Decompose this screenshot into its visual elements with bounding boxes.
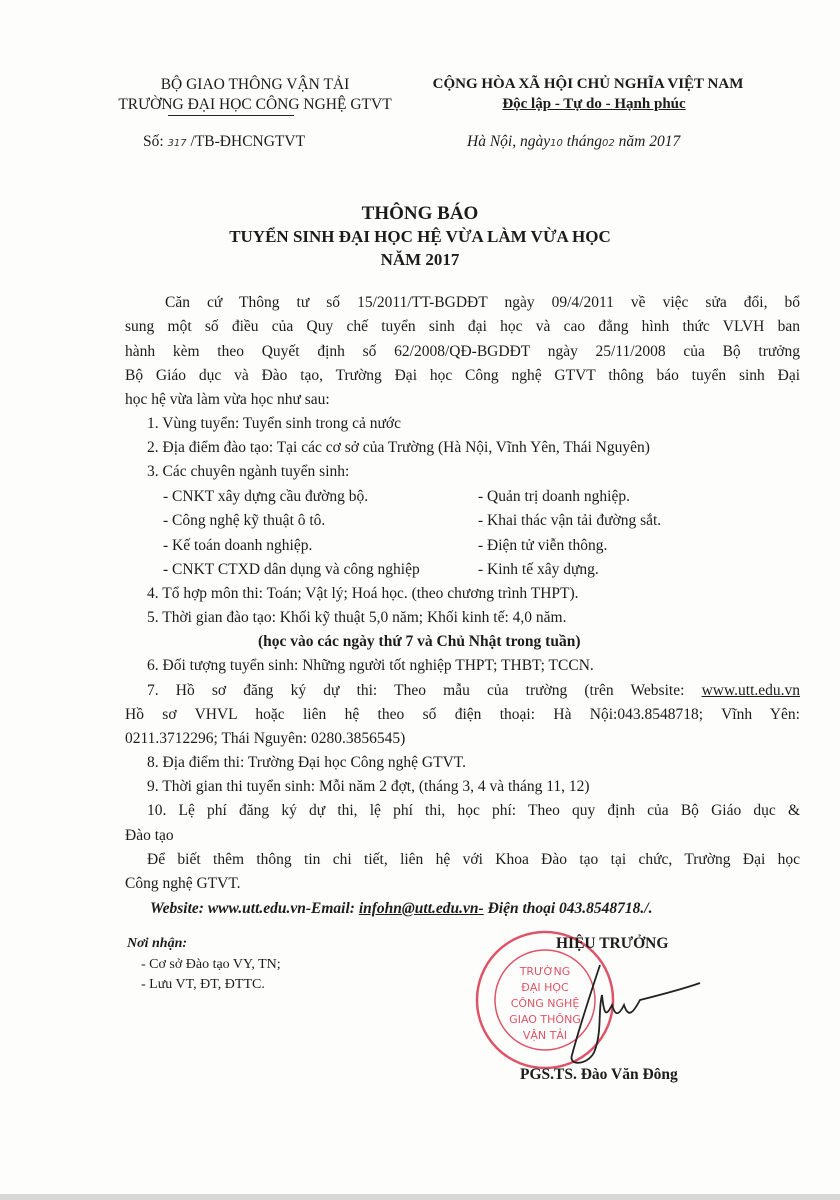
intro-line: sung một số điều của Quy chế tuyển sinh đại học và cao đẳng hình thức VLVH ban [125, 318, 800, 335]
item-3: 3. Các chuyên ngành tuyển sinh: [147, 463, 350, 480]
major-right: - Khai thác vận tải đường sắt. [478, 512, 662, 529]
date-month: 02 [602, 138, 615, 149]
recipients-label: Nơi nhận: [127, 936, 188, 951]
item-6: 6. Đối tượng tuyển sinh: Những người tốt nghiệp THPT; THBT; TCCN. [147, 657, 594, 674]
intro-line: học hệ vừa làm vừa học như sau: [125, 391, 330, 408]
item-10-line-1: 10. Lệ phí đăng ký dự thi, lệ phí thi, học phí: Theo quy định của Bộ Giáo dục & [147, 802, 800, 819]
item-2: 2. Địa điểm đào tạo: Tại các cơ sở của Trường (Hà Nội, Vĩnh Yên, Thái Nguyên) [147, 439, 650, 456]
document-date [467, 133, 680, 151]
closing-line-1: Để biết thêm thông tin chi tiết, liên hệ với Khoa Đào tạo tại chức, Trường Đại học [147, 851, 800, 868]
major-left: - Kế toán doanh nghiệp. [163, 537, 313, 554]
title-line-2: TUYỂN SINH ĐẠI HỌC HỆ VỪA LÀM VỪA HỌC [229, 227, 611, 246]
ministry-name: BỘ GIAO THÔNG VẬN TẢI [160, 76, 350, 93]
date-day: 10 [550, 138, 563, 149]
major-left: - CNKT CTXD dân dụng và công nghiệp [163, 561, 420, 578]
stamp-line: CÔNG NGHỆ [510, 997, 580, 1010]
stamp-line: VẬN TẢI [522, 1029, 568, 1042]
major-left: - CNKT xây dựng cầu đường bộ. [163, 488, 369, 505]
recipient-item: - Lưu VT, ĐT, ĐTTC. [141, 977, 265, 992]
date-month-label: tháng [566, 133, 603, 150]
item-7-line-3: 0211.3712296; Thái Nguyên: 0280.3856545) [125, 730, 406, 747]
number-suffix: /TB-ĐHCNGTVT [190, 133, 306, 150]
website-link[interactable]: www.utt.edu.vn [701, 682, 801, 699]
contact-email[interactable]: infohn@utt.edu.vn- [358, 900, 484, 917]
intro-line: Bộ Giáo dục và Đào tạo, Trường Đại học Công nghệ GTVT thông báo tuyển sinh Đại [125, 367, 800, 384]
contact-website: Website: www.utt.edu.vn-Email: [150, 900, 355, 917]
major-right: - Quản trị doanh nghiệp. [478, 488, 630, 505]
date-prefix: Hà Nội, ngày [467, 133, 551, 150]
stamp-line: ĐẠI HỌC [521, 981, 569, 994]
recipient-item: - Cơ sở Đào tạo VY, TN; [141, 957, 281, 972]
item-5: 5. Thời gian đào tạo: Khối kỹ thuật 5,0 năm; Khối kinh tế: 4,0 năm. [147, 609, 567, 626]
intro-line: hành kèm theo Quyết định số 62/2008/QĐ-BGDĐT ngày 25/11/2008 của Bộ trưởng [125, 343, 800, 360]
number-handwritten: 317 [167, 138, 187, 149]
school-name: TRƯỜNG ĐẠI HỌC CÔNG NGHỆ GTVT [118, 96, 392, 113]
stamp-line: TRƯỜNG [519, 965, 571, 978]
contact-line [150, 899, 653, 919]
intro-line: Căn cứ Thông tư số 15/2011/TT-BGDĐT ngày 09/4/2011 về việc sửa đổi, bổ [165, 294, 800, 311]
major-right: - Kinh tế xây dựng. [478, 561, 599, 578]
major-left: - Công nghệ kỹ thuật ô tô. [163, 512, 326, 529]
item-7-line-1 [147, 681, 800, 701]
item-7-text: 7. Hồ sơ đăng ký dự thi: Theo mẫu của trường (trên Website: [147, 682, 685, 699]
item-10-line-2: Đào tạo [125, 827, 174, 844]
signer-name: PGS.TS. Đào Văn Đông [520, 1066, 678, 1083]
date-year: năm 2017 [618, 133, 681, 150]
scan-edge [0, 1194, 840, 1200]
item-8: 8. Địa điểm thi: Trường Đại học Công nghệ GTVT. [147, 754, 466, 771]
schedule-note: (học vào các ngày thứ 7 và Chủ Nhật trong tuần) [258, 633, 581, 650]
handwritten-signature [560, 955, 710, 1075]
number-prefix: Số: [143, 133, 164, 150]
contact-phone: Điện thoại 043.8548718./. [487, 900, 653, 917]
item-4: 4. Tổ hợp môn thi: Toán; Vật lý; Hoá học. (theo chương trình THPT). [147, 585, 579, 602]
item-7-line-2: Hồ sơ VHVL hoặc liên hệ theo số điện thoại: Hà Nội:043.8548718; Vĩnh Yên: [125, 706, 800, 723]
motto: Độc lập - Tự do - Hạnh phúc [502, 96, 686, 112]
item-1: 1. Vùng tuyển: Tuyển sinh trong cả nước [147, 415, 401, 432]
country-name: CỘNG HÒA XÃ HỘI CHỦ NGHĨA VIỆT NAM [432, 76, 744, 92]
stamp-line: GIAO THÔNG [509, 1013, 581, 1026]
title-line-3: NĂM 2017 [380, 250, 460, 269]
school-underline [168, 115, 294, 116]
signer-position: HIỆU TRƯỞNG [556, 935, 669, 952]
major-right: - Điện tử viễn thông. [478, 537, 608, 554]
closing-line-2: Công nghệ GTVT. [125, 875, 241, 892]
item-9: 9. Thời gian thi tuyển sinh: Mỗi năm 2 đợt, (tháng 3, 4 và tháng 11, 12) [147, 778, 590, 795]
title-line-1: THÔNG BÁO [361, 203, 479, 224]
document-number [143, 133, 305, 151]
